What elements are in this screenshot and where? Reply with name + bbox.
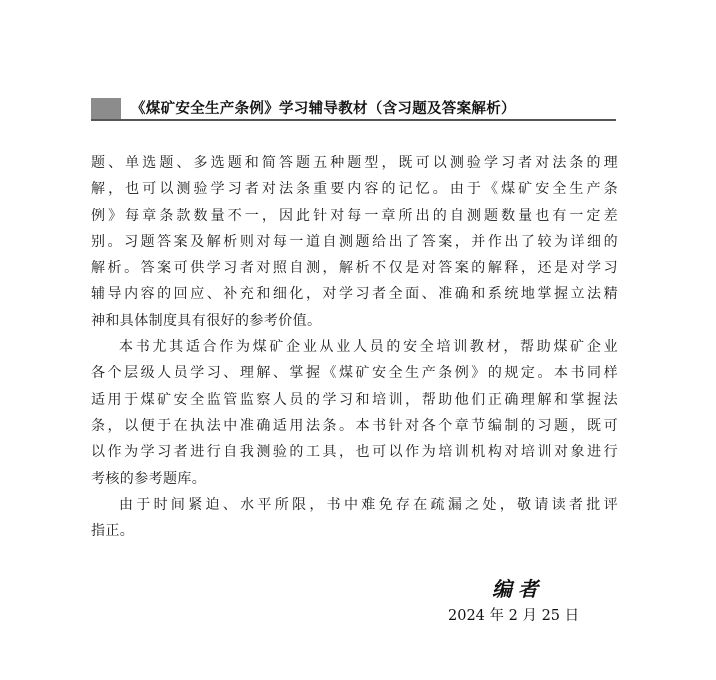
body-text bbox=[91, 150, 618, 544]
paragraph-1-line: 神和具体制度具有很好的参考价值。 bbox=[91, 312, 322, 329]
paragraph-2-line: 考核的参考题库。 bbox=[91, 470, 207, 487]
paragraph-2-line: 各个层级人员学习、理解、掌握《煤矿安全生产条例》的规定。本书同样 bbox=[91, 365, 618, 382]
author-signature: 编者 bbox=[492, 577, 544, 601]
header-accent-block bbox=[91, 98, 121, 119]
paragraph-1-line: 辅导内容的回应、补充和细化，对学习者全面、准确和系统地掌握立法精 bbox=[91, 286, 618, 303]
paragraph-1-line: 别。习题答案及解析则对每一道自测题给出了答案，并作出了较为详细的 bbox=[91, 233, 618, 250]
paragraph-1-line: 解，也可以测验学习者对法条重要内容的记忆。由于《煤矿安全生产条 bbox=[91, 181, 618, 198]
paragraph-1-line: 例》每章条款数量不一，因此针对每一章所出的自测题数量也有一定差 bbox=[91, 207, 618, 224]
header-divider bbox=[91, 119, 616, 121]
paragraph-2-line: 适用于煤矿安全监管监察人员的学习和培训，帮助他们正确理解和掌握法 bbox=[91, 391, 618, 408]
preface-date: 2024 年 2 月 25 日 bbox=[448, 608, 580, 624]
paragraph-3-line: 由于时间紧迫、水平所限，书中难免存在疏漏之处，敬请读者批评 bbox=[119, 496, 618, 513]
running-header-title: 《煤矿安全生产条例》学习辅导教材（含习题及答案解析） bbox=[131, 101, 516, 117]
paragraph-1-line: 题、单选题、多选题和简答题五种题型，既可以测验学习者对法条的理 bbox=[91, 155, 618, 171]
paragraph-2-line: 条，以便于在执法中准确适用法条。本书针对各个章节编制的习题，既可 bbox=[91, 417, 618, 434]
paragraph-3-line: 指正。 bbox=[91, 523, 135, 540]
paragraph-2-line: 以作为学习者进行自我测验的工具，也可以作为培训机构对培训对象进行 bbox=[91, 444, 618, 461]
paragraph-1-line: 解析。答案可供学习者对照自测，解析不仅是对答案的解释，还是对学习 bbox=[91, 260, 618, 277]
paragraph-2-line: 本书尤其适合作为煤矿企业从业人员的安全培训教材，帮助煤矿企业 bbox=[119, 339, 618, 356]
